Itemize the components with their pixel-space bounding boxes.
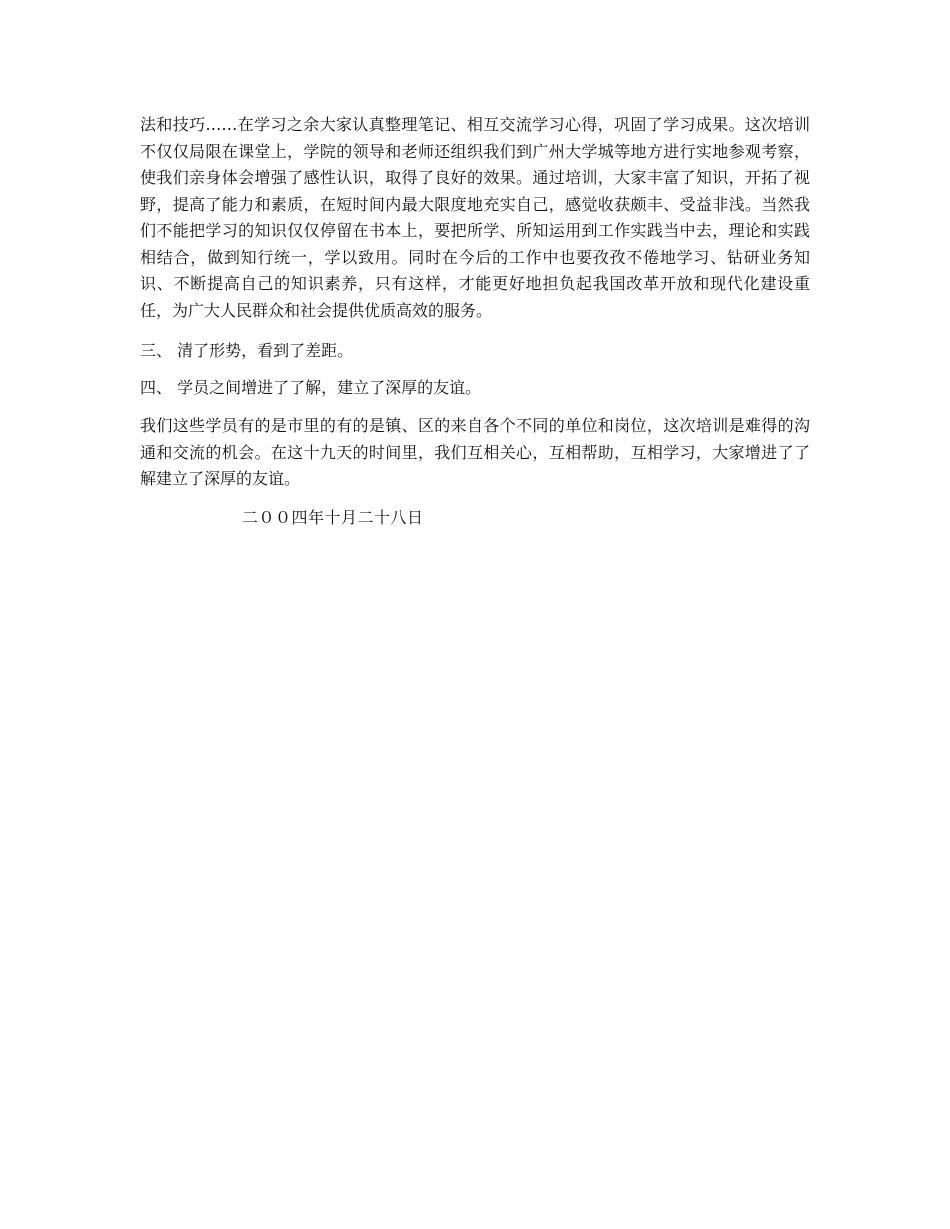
document-body: [140, 112, 810, 531]
section-heading-three: 三、 清了形势，看到了差距。: [140, 341, 354, 360]
document-date: 二００四年十月二十八日: [242, 507, 424, 527]
section-heading-four: 四、 学员之间增进了了解，建立了深厚的友谊。: [140, 377, 482, 397]
paragraph-friendship: 我们这些学员有的是市里的有的是镇、区的来自各个不同的单位和岗位，这次培训是难得的沟通和交流的机会。在这十九天的时间里，我们互相关心，互相帮助，互相学习，大家增进了了解建立了深厚的友谊。: [140, 416, 810, 488]
paragraph-training-summary: 法和技巧……在学习之余大家认真整理笔记、相互交流学习心得，巩固了学习成果。这次培训不仅仅局限在课堂上，学院的领导和老师还组织我们到广州大学城等地方进行实地参观考察，使我们亲身体会增强了感性认识，取得了良好的效果。通过培训，大家丰富了知识，开拓了视野，提高了能力和素质，在短时间内最大限度地充实自己，感觉收获颇丰、受益非浅。当然我们不能把学习的知识仅仅停留在书本上，要把所学、所知运用到工作实践当中去，理论和实践相结合，做到知行统一，学以致用。同时在今后的工作中也要孜孜不倦地学习、钻研业务知识、不断提高自己的知识素养，只有这样，才能更好地担负起我国改革开放和现代化建设重任，为广大人民群众和社会提供优质高效的服务。: [140, 115, 810, 320]
